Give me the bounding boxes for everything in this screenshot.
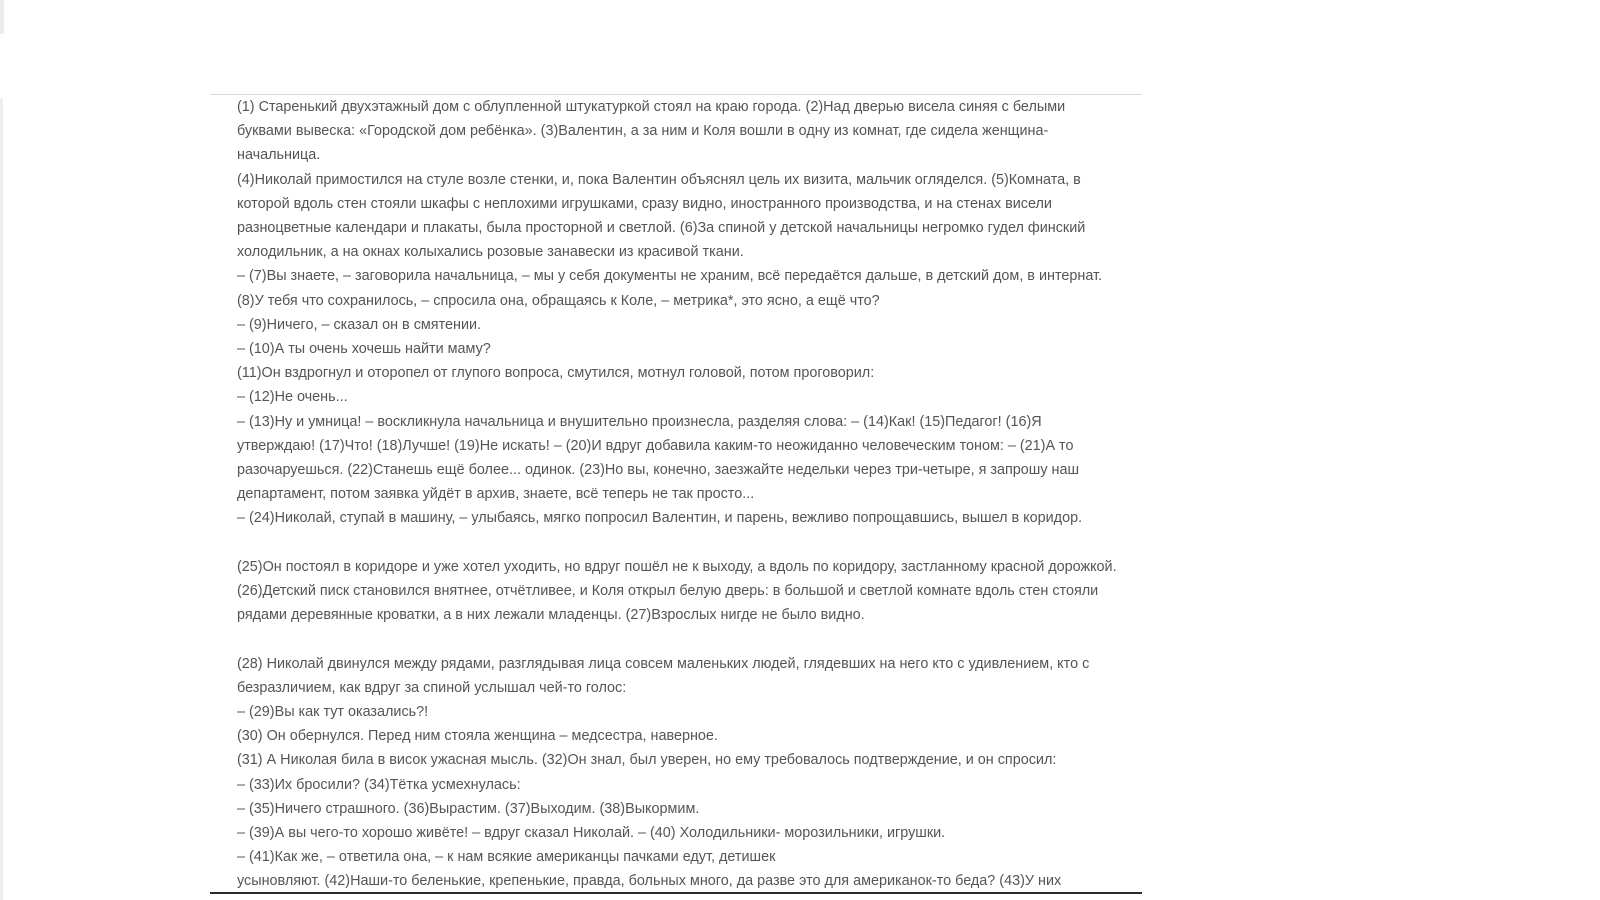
- paragraph-11: (11)Он вздрогнул и оторопел от глупого вопроса, смутился, мотнул головой, потом проговорил:: [237, 365, 875, 382]
- edge-artifact-top: [0, 0, 4, 34]
- paragraph-25: (25)Он постоял в коридоре и уже хотел уходить, но вдруг пошёл не к выходу, а вдоль по коридору, застланному красной дорожкой. (26)Детский писк становился внятнее, отчётливее, и Коля открыл белую дверь: в большой и светлой комнате вдоль стен стояли рядами деревянные кроватки, а в них лежали младенцы. (27)Взрослых нигде не было видно.: [237, 558, 1117, 624]
- paragraph-41: – (41)Как же, – ответила она, – к нам всякие американцы пачками едут, детишек: [237, 849, 776, 866]
- paragraph-9: – (9)Ничего, – сказал он в смятении.: [237, 316, 482, 333]
- paragraph-33: – (33)Их бросили? (34)Тётка усмехнулась:: [237, 776, 521, 793]
- paragraph-7: – (7)Вы знаете, – заговорила начальница, – мы у себя документы не храним, всё передаётся дальше, в детский дом, в интернат. (8)У тебя что сохранилось, – спросила она, обращаясь к Коле, – метрика*, это ясно, а ещё что?: [237, 268, 1103, 309]
- paragraph-10: – (10)А ты очень хочешь найти маму?: [237, 341, 491, 358]
- document-body: [210, 95, 1142, 894]
- paragraph-30: (30) Он обернулся. Перед ним стояла женщина – медсестра, наверное.: [237, 728, 718, 745]
- paragraph-24: – (24)Николай, ступай в машину, – улыбаясь, мягко попросил Валентин, и парень, вежливо попрощавшись, вышел в коридор.: [237, 510, 1083, 527]
- paragraph-35: – (35)Ничего страшного. (36)Вырастим. (37)Выходим. (38)Выкормим.: [237, 800, 700, 817]
- paragraph-41-continued: усыновляют. (42)Наши-то беленькие, крепенькие, правда, больных много, да разве это для американок-то беда? (43)У них: [237, 873, 1062, 890]
- paragraph-1: (1) Старенький двухэтажный дом с облупленной штукатуркой стоял на краю города. (2)Над дверью висела синяя с белыми буквами вывеска: «Городской дом ребёнка». (3)Валентин, а за ним и Коля вошли в одну из комнат, где сидела женщина-начальница.: [237, 99, 1066, 164]
- paragraph-4: (4)Николай примостился на стуле возле стенки, и, пока Валентин объяснял цель их визита, мальчик огляделся. (5)Комната, в которой вдоль стен стояли шкафы с неплохими игрушками, сразу видно, иностранного производства, и на стенах висели разноцветные календари и плакаты, была просторной и светлой. (6)За спиной у детской начальницы негромко гудел финский холодильник, а на окнах колыхались розовые занавески из красивой ткани.: [237, 171, 1086, 261]
- paragraph-39: – (39)А вы чего-то хорошо живёте! – вдруг сказал Николай. – (40) Холодильники- морозильники, игрушки.: [237, 825, 946, 842]
- paragraph-13: – (13)Ну и умница! – воскликнула начальница и внушительно произнесла, разделяя слова: – (14)Как! (15)Педагог! (16)Я утверждаю! (17)Что! (18)Лучше! (19)Не искать! – (20)И вдруг добавила каким-то неожиданно человеческим тоном: – (21)А то разочаруешься. (22)Станешь ещё более... одинок. (23)Но вы, конечно, заезжайте недельки через три-четыре, я запрошу наш департамент, потом заявка уйдёт в архив, знаете, всё теперь не так просто...: [237, 413, 1080, 503]
- edge-artifact-side: [0, 98, 3, 900]
- paragraph-31: (31) А Николая била в висок ужасная мысль. (32)Он знал, был уверен, но ему требовалось подтверждение, и он спросил:: [237, 752, 1057, 769]
- paragraph-29: – (29)Вы как тут оказались?!: [237, 704, 429, 721]
- text-frame: [210, 94, 1142, 894]
- paragraph-28: (28) Николай двинулся между рядами, разглядывая лица совсем маленьких людей, глядевших на него кто с удивлением, кто с безразличием, как вдруг за спиной услышал чей-то голос:: [237, 655, 1090, 696]
- paragraph-12: – (12)Не очень...: [237, 389, 348, 406]
